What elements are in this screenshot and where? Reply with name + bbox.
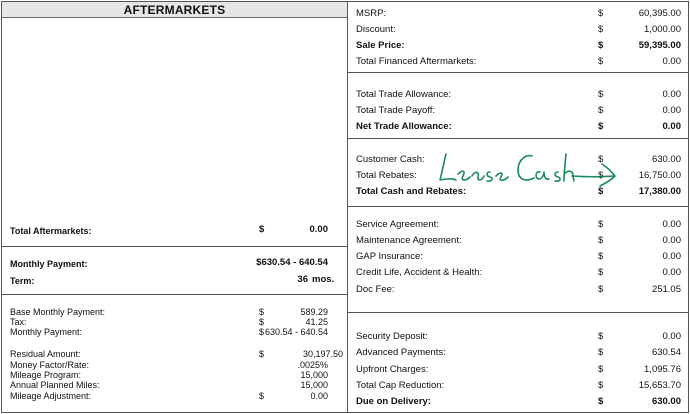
annual-planned-miles-label: Annual Planned Miles: <box>10 380 100 390</box>
total-trade-payoff-dollar: $ <box>598 105 604 116</box>
doc-fee-dollar: $ <box>598 284 604 295</box>
customer-cash-value: 630.00 <box>651 154 681 165</box>
credit-life-accident-and-health-value: 0.00 <box>662 267 681 278</box>
total-cash-and-rebates-label: Total Cash and Rebates: <box>356 186 467 197</box>
total-cap-reduction-dollar: $ <box>598 380 604 391</box>
left-rule-1 <box>1 246 347 247</box>
net-trade-allowance-value: 0.00 <box>662 121 681 132</box>
total-financed-aftermarkets-value: 0.00 <box>662 56 681 67</box>
credit-life-accident-and-health-dollar: $ <box>598 267 604 278</box>
tax-label: Tax: <box>10 317 27 327</box>
total-trade-allowance-label: Total Trade Allowance: <box>356 89 452 100</box>
security-deposit-label: Security Deposit: <box>356 331 428 342</box>
base-monthly-payment-label: Base Monthly Payment: <box>10 307 106 317</box>
annotation-text: Lease Cash <box>436 150 442 151</box>
monthly-payment-detail-label: Monthly Payment: <box>10 327 83 337</box>
doc-fee-value: 251.05 <box>651 284 681 295</box>
tax-dollar: $ <box>259 317 265 327</box>
mileage-adjustment-label: Mileage Adjustment: <box>10 391 92 401</box>
total-trade-payoff-label: Total Trade Payoff: <box>356 105 436 116</box>
total-cash-and-rebates-value: 17,380.00 <box>638 186 681 197</box>
mileage-adjustment-value: 0.00 <box>310 391 328 401</box>
monthly-payment-detail-value: 630.54 - 640.54 <box>264 327 328 337</box>
right-rule-3 <box>348 206 688 207</box>
mileage-program-value: 15,000 <box>300 370 328 380</box>
advanced-payments-label: Advanced Payments: <box>356 347 446 358</box>
maintenance-agreement-dollar: $ <box>598 235 604 246</box>
maintenance-agreement-value: 0.00 <box>662 235 681 246</box>
annual-planned-miles-value: 15,000 <box>300 380 328 390</box>
total-cap-reduction-value: 15,653.70 <box>638 380 681 391</box>
total-cash-and-rebates-dollar: $ <box>598 186 604 197</box>
column-divider <box>347 1 348 413</box>
total-cap-reduction-label: Total Cap Reduction: <box>356 380 445 391</box>
doc-fee-label: Doc Fee: <box>356 284 395 295</box>
right-rule-4 <box>348 312 688 313</box>
sale-price-label: Sale Price: <box>356 40 405 51</box>
gap-insurance-dollar: $ <box>598 251 604 262</box>
base-monthly-payment-dollar: $ <box>259 307 265 317</box>
money-factor-value: .0025% <box>297 360 328 370</box>
total-aftermarkets-label: Total Aftermarkets: <box>10 226 92 236</box>
residual-amount-value: 30,197.50 <box>302 349 343 359</box>
sale-price-dollar: $ <box>598 40 604 51</box>
outer-bottom-border <box>1 412 689 413</box>
customer-cash-dollar: $ <box>598 154 604 165</box>
term-label: Term: <box>10 276 35 286</box>
monthly-payment-label: Monthly Payment: <box>10 259 88 269</box>
maintenance-agreement-label: Maintenance Agreement: <box>356 235 462 246</box>
msrp-label: MSRP: <box>356 8 387 19</box>
msrp-dollar: $ <box>598 8 604 19</box>
gap-insurance-label: GAP Insurance: <box>356 251 423 262</box>
sale-price-value: 59,395.00 <box>638 40 681 51</box>
total-aftermarkets-value: 0.00 <box>309 224 328 235</box>
msrp-value: 60,395.00 <box>638 8 681 19</box>
total-rebates-value: 16,750.00 <box>638 170 681 181</box>
security-deposit-value: 0.00 <box>662 331 681 342</box>
money-factor-label: Money Factor/Rate: <box>10 360 90 370</box>
aftermarkets-title: AFTERMARKETS <box>123 3 226 17</box>
monthly-payment-detail-dollar: $ <box>259 327 265 337</box>
outer-right-border <box>688 1 689 413</box>
due-on-delivery-dollar: $ <box>598 396 604 407</box>
advanced-payments-dollar: $ <box>598 347 604 358</box>
base-monthly-payment-value: 589.29 <box>300 307 328 317</box>
upfront-charges-label: Upfront Charges: <box>356 364 429 375</box>
tax-value: 41.25 <box>305 317 328 327</box>
total-financed-aftermarkets-dollar: $ <box>598 56 604 67</box>
upfront-charges-dollar: $ <box>598 364 604 375</box>
left-rule-2 <box>1 294 347 295</box>
total-rebates-dollar: $ <box>598 170 604 181</box>
total-trade-allowance-dollar: $ <box>598 89 604 100</box>
due-on-delivery-label: Due on Delivery: <box>356 396 431 407</box>
discount-value: 1,000.00 <box>644 24 681 35</box>
discount-dollar: $ <box>598 24 604 35</box>
net-trade-allowance-label: Net Trade Allowance: <box>356 121 452 132</box>
due-on-delivery-value: 630.00 <box>651 396 681 407</box>
service-agreement-value: 0.00 <box>662 219 681 230</box>
service-agreement-label: Service Agreement: <box>356 219 439 230</box>
security-deposit-dollar: $ <box>598 331 604 342</box>
right-rule-2 <box>348 138 688 139</box>
gap-insurance-value: 0.00 <box>662 251 681 262</box>
right-rule-1 <box>348 72 688 73</box>
outer-left-border <box>1 1 2 413</box>
advanced-payments-value: 630.54 <box>651 347 681 358</box>
term-unit: mos. <box>312 274 335 285</box>
aftermarkets-header <box>2 2 347 18</box>
total-aftermarkets-dollar: $ <box>259 224 265 235</box>
mileage-adjustment-dollar: $ <box>259 391 265 401</box>
net-trade-allowance-dollar: $ <box>598 121 604 132</box>
total-rebates-label: Total Rebates: <box>356 170 417 181</box>
mileage-program-label: Mileage Program: <box>10 370 82 380</box>
term-value: 36 <box>297 274 308 285</box>
total-trade-allowance-value: 0.00 <box>662 89 681 100</box>
discount-label: Discount: <box>356 24 396 35</box>
customer-cash-label: Customer Cash: <box>356 154 425 165</box>
total-financed-aftermarkets-label: Total Financed Aftermarkets: <box>356 56 477 67</box>
residual-amount-label: Residual Amount: <box>10 349 81 359</box>
monthly-payment-value: $630.54 - 640.54 <box>256 257 328 268</box>
credit-life-accident-and-health-label: Credit Life, Accident & Health: <box>356 267 483 278</box>
service-agreement-dollar: $ <box>598 219 604 230</box>
total-trade-payoff-value: 0.00 <box>662 105 681 116</box>
residual-amount-dollar: $ <box>259 349 265 359</box>
upfront-charges-value: 1,095.76 <box>644 364 681 375</box>
handwritten-lease-cash-annotation <box>436 150 620 188</box>
